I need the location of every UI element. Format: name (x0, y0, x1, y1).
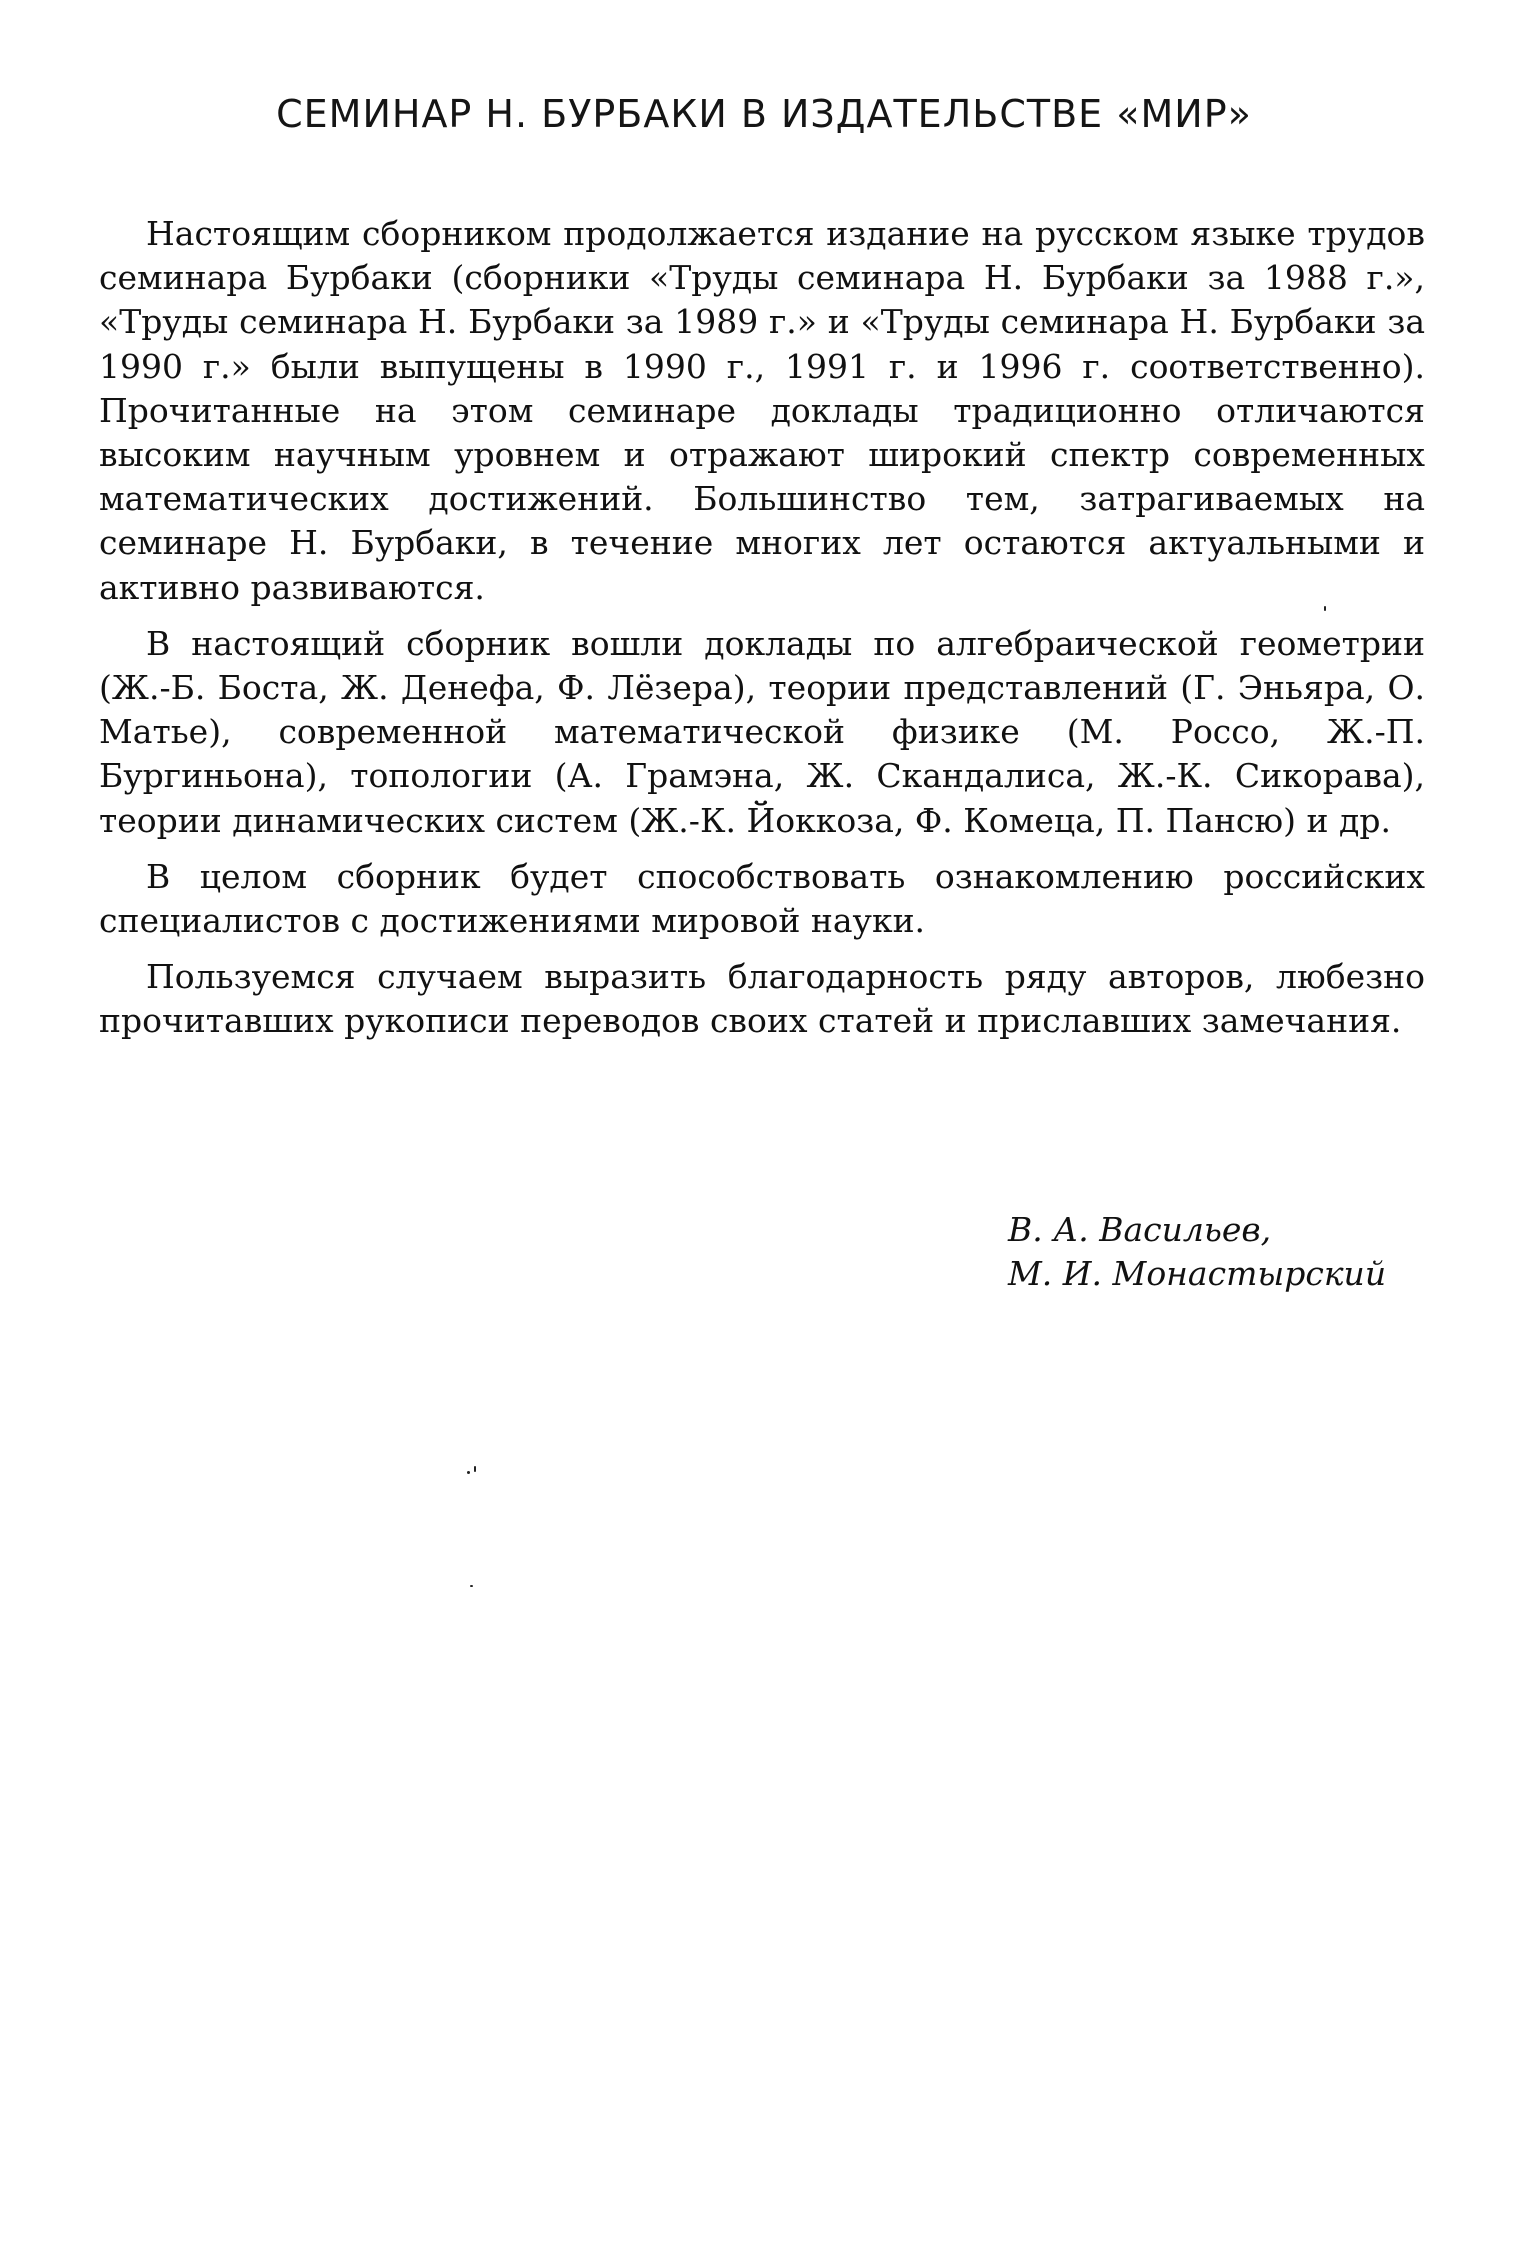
scan-speck (474, 1466, 476, 1472)
scan-speck (470, 1585, 473, 1587)
scan-speck (467, 1471, 470, 1474)
paragraph-purpose: В целом сборник будет способствовать ознакомлению российских специалистов с достижениями мировой науки. (99, 856, 1425, 941)
page-title: СЕМИНАР Н. БУРБАКИ В ИЗДАТЕЛЬСТВЕ «МИР» (276, 92, 1252, 136)
paragraph-contents: В настоящий сборник вошли доклады по алгебраической геометрии (Ж.-Б. Боста, Ж. Денефа, Ф. Лёзера), теории представлений (Г. Эньяра, О. Матье), современной математической физике (М. Россо, Ж.-П. Бургиньона), топологии (А. Грамэна, Ж. Скандалиса, Ж.-К. Сикорава), теории динамических систем (Ж.-К. Йоккоза, Ф. Комеца, П. Пансю) и др. (99, 623, 1425, 840)
preface-body (99, 212, 1425, 1056)
paragraph-thanks: Пользуемся случаем выразить благодарность ряду авторов, любезно прочитавших рукописи переводов своих статей и приславших замечания. (99, 957, 1425, 1041)
scan-speck (1324, 606, 1326, 611)
paragraph-intro: Настоящим сборником продолжается издание на русском языке трудов семинара Бурбаки (сборники «Труды семинара Н. Бурбаки за 1988 г.», «Труды семинара Н. Бурбаки за 1989 г.» и «Труды семинара Н. Бурбаки за 1990 г.» были выпущены в 1990 г., 1991 г. и 1996 г. соответственно). Прочитанные на этом семинаре доклады традиционно отличаются высоким научным уровнем и отражают широкий спектр современных математических достижений. Большинство тем, затрагиваемых на семинаре Н. Бурбаки, в течение многих лет остаются актуальными и активно развиваются. (99, 214, 1425, 607)
signature-block (1008, 1208, 1438, 1296)
signature-author-2: М. И. Монастырский (1008, 1254, 1387, 1293)
signature-author-1: В. А. Васильев, (1008, 1210, 1272, 1249)
